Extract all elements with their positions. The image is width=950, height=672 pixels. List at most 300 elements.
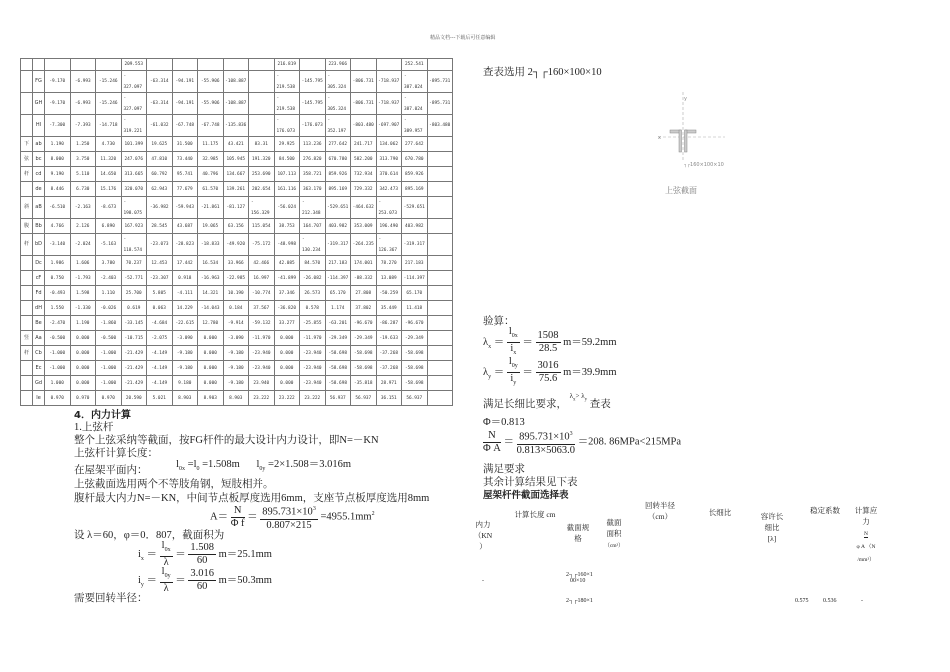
table-row: [21, 219, 453, 234]
table-cell: 0.000: [274, 361, 300, 376]
other-results-note: 其余计算结果见下表: [483, 477, 578, 488]
table-cell: -58.698: [325, 346, 351, 361]
table-cell: 56.937: [351, 391, 377, 406]
area-result: =4955.1mm: [320, 511, 372, 523]
table-cell: -75.172: [249, 234, 275, 256]
table-cell: -2.024: [70, 234, 96, 256]
member-code: Be: [33, 316, 45, 331]
member-group: [21, 286, 33, 301]
table-cell: 729.332: [351, 182, 377, 197]
table-cell: -895.731: [427, 71, 453, 93]
table-cell: -0.493: [45, 286, 71, 301]
table-cell: 1.606: [70, 256, 96, 271]
table-cell: [351, 59, 377, 71]
table-cell: 11.418: [402, 301, 428, 316]
table-cell: 14.229: [172, 301, 198, 316]
member-group: [21, 256, 33, 271]
table-cell: -10.774: [249, 286, 275, 301]
table-cell: [249, 93, 275, 115]
col-length: 计算长度 cm: [514, 510, 556, 519]
table-cell: 35.449: [376, 301, 402, 316]
table-cell: 14.321: [198, 286, 224, 301]
table-cell: [427, 256, 453, 271]
table-cell: 38.753: [274, 219, 300, 234]
table-cell: -18.833: [198, 234, 224, 256]
member-code: cd: [33, 167, 45, 182]
table-cell: -3.090: [223, 331, 249, 346]
table-cell: 25.700: [121, 286, 147, 301]
table-cell: 0.000: [70, 331, 96, 346]
table-cell: 62.943: [147, 182, 173, 197]
table-cell: -1.000: [45, 346, 71, 361]
table-cell: -803.480: [351, 115, 377, 137]
table-cell: -58.698: [351, 346, 377, 361]
table-cell: -37.268: [376, 346, 402, 361]
member-code: Aa: [33, 331, 45, 346]
table-cell: -145.795: [300, 71, 326, 93]
table-cell: -697.907: [376, 115, 402, 137]
col-force: 内力 （KN ）: [473, 520, 493, 551]
table-cell: 0.000: [198, 361, 224, 376]
table-cell: 84.500: [274, 152, 300, 167]
col-stress: 计算应 力 N φ A （N /mm²）: [854, 506, 878, 563]
table-cell: -28.823: [172, 234, 198, 256]
table-row: [21, 301, 453, 316]
member-code: GH: [33, 93, 45, 115]
table-cell: -6.993: [70, 93, 96, 115]
table-row: [21, 256, 453, 271]
member-group: [21, 59, 33, 71]
table-cell: [427, 286, 453, 301]
ix-result: m＝25.1mm: [218, 548, 272, 560]
table-cell: [427, 182, 453, 197]
section-title: 4．内力计算: [74, 410, 131, 421]
ix-formula: $i_x$ ＝ $\frac{l_{0x}}{\lambda}$ ＝ $\frac{1.508}{60}$ m＝25.1mm: [138, 540, 272, 569]
table-cell: -26.082: [300, 271, 326, 286]
col-area: 截面 面积 （cm²）: [604, 518, 624, 549]
table-cell: 43.421: [223, 137, 249, 152]
table-cell: 95.741: [172, 167, 198, 182]
table-cell: -33.145: [121, 316, 147, 331]
table-cell: [427, 197, 453, 219]
table-cell: 8.903: [198, 391, 224, 406]
table-cell: [45, 59, 71, 71]
paragraph-design-basis: 整个上弦采纳等截面，按FG杆件的最大设计内力设计，即N=－KN: [74, 435, 379, 446]
member-group: [21, 376, 33, 391]
table-row: [21, 271, 453, 286]
table-cell: 670.780: [325, 152, 351, 167]
table-cell: 13.089: [376, 271, 402, 286]
member-code: [33, 59, 45, 71]
row1-dash: -: [482, 578, 484, 584]
row2-section: 2┐┌180×1: [566, 598, 593, 604]
lambda-y-result: m＝39.9mm: [563, 367, 617, 378]
table-cell: 1.986: [45, 256, 71, 271]
table-cell: 223.966: [325, 59, 351, 71]
table-cell: 9.180: [172, 376, 198, 391]
table-cell: 1.598: [70, 286, 96, 301]
table-cell: -94.191: [172, 93, 198, 115]
row2-dash: -: [861, 598, 863, 604]
section-figure: [650, 92, 740, 182]
table-row: [21, 197, 453, 219]
table-cell: 217.183: [325, 256, 351, 271]
page-header: 精品文档---下载后可任意编辑: [430, 35, 496, 41]
paragraph-section-choice: 上弦截面选用两个不等肢角钢，短肢相并。: [74, 479, 274, 490]
col-stability: 稳定系数: [810, 506, 840, 515]
row1-section: 2┐┌160×1 00×10: [566, 572, 593, 584]
table-cell: - 126.367: [376, 234, 402, 256]
table-cell: 670.780: [402, 152, 428, 167]
l0x-value: =1.508m: [202, 459, 240, 470]
table-cell: 353.009: [351, 219, 377, 234]
table-cell: [427, 271, 453, 286]
member-group: [21, 182, 33, 197]
table-cell: -23.307: [147, 271, 173, 286]
member-code: aB: [33, 197, 45, 219]
table-cell: 247.076: [121, 152, 147, 167]
table-cell: -55.906: [198, 71, 224, 93]
table-cell: -96.670: [351, 316, 377, 331]
table-cell: -23.940: [249, 346, 275, 361]
table-cell: 23.222: [300, 391, 326, 406]
table-cell: 28.971: [376, 376, 402, 391]
table-cell: 105.945: [223, 152, 249, 167]
table-cell: 8.446: [45, 182, 71, 197]
check-title: 验算：: [483, 316, 515, 327]
table-cell: 8.000: [45, 152, 71, 167]
table-cell: -718.937: [376, 93, 402, 115]
table-cell: 5.805: [147, 286, 173, 301]
table-row: [21, 115, 453, 137]
table-cell: 33.277: [274, 316, 300, 331]
table-cell: 0.619: [121, 301, 147, 316]
table-cell: -67.748: [172, 115, 198, 137]
member-code: de: [33, 182, 45, 197]
table-row: [21, 137, 453, 152]
table-cell: - 319.221: [121, 115, 147, 137]
table-cell: -718.937: [376, 71, 402, 93]
table-cell: 0.000: [274, 376, 300, 391]
table-cell: 2.126: [70, 219, 96, 234]
table-cell: -895.731: [427, 93, 453, 115]
table-cell: -1.000: [45, 361, 71, 376]
section-selection-text: 查表选用 2┐┌160×100×10: [483, 67, 602, 78]
table-cell: -49.920: [223, 234, 249, 256]
table-cell: -10.715: [121, 331, 147, 346]
table-cell: -41.899: [274, 271, 300, 286]
table-cell: 73.440: [172, 152, 198, 167]
table-row: [21, 286, 453, 301]
area-formula: A＝ $\frac{N}{\text{Φ f}}$ ＝ $\frac{895.731\times 10^3}{0.807\times 215}$ $=4955.1mm^2$: [210, 504, 375, 531]
table-cell: 174.001: [351, 256, 377, 271]
table-cell: - 389.957: [402, 115, 428, 137]
table-cell: - 130.234: [300, 234, 326, 256]
table-row: [21, 93, 453, 115]
table-cell: -1.000: [96, 346, 122, 361]
table-cell: 161.116: [274, 182, 300, 197]
table-cell: -0.500: [96, 331, 122, 346]
member-code: Dc: [33, 256, 45, 271]
table-cell: 12.453: [147, 256, 173, 271]
member-group: 腹: [21, 219, 33, 234]
table-cell: 40.796: [198, 167, 224, 182]
table-cell: -2.403: [96, 271, 122, 286]
table-cell: 37.802: [351, 301, 377, 316]
table-cell: 3.750: [70, 152, 96, 167]
in-plane-label: 在屋架平面内：: [74, 465, 148, 476]
table-cell: [427, 391, 453, 406]
table-cell: -25.855: [300, 316, 326, 331]
table-cell: - 219.538: [274, 71, 300, 93]
table-cell: -29.349: [325, 331, 351, 346]
table-cell: 134.667: [223, 167, 249, 182]
table-cell: 63.156: [223, 219, 249, 234]
table-cell: 6.890: [96, 219, 122, 234]
table-cell: 65.170: [402, 286, 428, 301]
table-cell: - 305.324: [325, 71, 351, 93]
table-cell: -2.470: [45, 316, 71, 331]
table-cell: -58.698: [402, 346, 428, 361]
lambda-y-formula: $\lambda_y$ ＝ $\frac{l_{0y}}{i_y}$ ＝ $\frac{3016}{75.6}$ m＝39.9mm: [483, 356, 617, 387]
table-cell: 313.665: [121, 167, 147, 182]
member-group: 竖: [21, 331, 33, 346]
table-cell: 370.614: [376, 167, 402, 182]
table-cell: 65.170: [325, 286, 351, 301]
table-cell: 61.570: [198, 182, 224, 197]
table-cell: -9.180: [172, 346, 198, 361]
table-cell: -1.000: [96, 376, 122, 391]
table-cell: 12.780: [198, 316, 224, 331]
table-cell: -7.393: [70, 115, 96, 137]
table-cell: 1.190: [45, 137, 71, 152]
table-cell: 732.934: [351, 167, 377, 182]
table-cell: [427, 59, 453, 71]
lambda-x-formula: $\lambda_x$ ＝ $\frac{l_{0x}}{i_x}$ ＝ $\frac{1508}{28.5}$ m＝59.2mm: [483, 326, 617, 357]
table-cell: 115.054: [249, 219, 275, 234]
table-cell: 277.642: [325, 137, 351, 152]
table-cell: 20.590: [121, 391, 147, 406]
table-cell: -135.836: [223, 115, 249, 137]
table-cell: 0.184: [223, 301, 249, 316]
table-cell: 17.442: [172, 256, 198, 271]
table-cell: 0.000: [274, 331, 300, 346]
table-cell: -36.982: [147, 197, 173, 219]
required-radius-text: 需要回转半径：: [74, 593, 148, 604]
member-group: 杆: [21, 346, 33, 361]
table-cell: 0.578: [300, 301, 326, 316]
table-cell: - 118.574: [121, 234, 147, 256]
table-row: [21, 167, 453, 182]
table-cell: [249, 115, 275, 137]
member-code: Ie: [33, 391, 45, 406]
table-cell: [376, 59, 402, 71]
table-cell: -319.317: [402, 234, 428, 256]
col-section: 截面规 格: [566, 523, 590, 543]
table-cell: 42.466: [249, 256, 275, 271]
table-cell: -14.043: [198, 301, 224, 316]
table-cell: 196.490: [376, 219, 402, 234]
table-cell: [249, 71, 275, 93]
table-cell: [198, 59, 224, 71]
table-cell: 36.151: [376, 391, 402, 406]
table-cell: 313.790: [376, 152, 402, 167]
table-cell: 16.534: [198, 256, 224, 271]
table-cell: -15.246: [96, 93, 122, 115]
table-cell: 582.200: [351, 152, 377, 167]
table-cell: 10.190: [223, 286, 249, 301]
table-cell: -464.632: [351, 197, 377, 219]
table-cell: 29.925: [274, 137, 300, 152]
table-cell: -9.180: [223, 376, 249, 391]
table-cell: -14.718: [96, 115, 122, 137]
section-caption: 上弦截面: [665, 186, 697, 195]
table-cell: -114.397: [402, 271, 428, 286]
table-cell: 216.819: [274, 59, 300, 71]
table-cell: -114.397: [325, 271, 351, 286]
double-angle-section-diagram: [650, 92, 740, 182]
table-cell: -88.332: [351, 271, 377, 286]
table-cell: 11.320: [96, 152, 122, 167]
table-cell: 859.926: [402, 167, 428, 182]
member-group: 斜: [21, 197, 33, 219]
table-cell: -4.111: [172, 286, 198, 301]
member-group: [21, 391, 33, 406]
table-cell: [172, 59, 198, 71]
table-cell: -0.500: [45, 331, 71, 346]
table-cell: -2.163: [70, 197, 96, 219]
table-cell: - 305.324: [325, 93, 351, 115]
member-group: 杆: [21, 167, 33, 182]
table-cell: 8.903: [223, 391, 249, 406]
table-cell: 83.31: [249, 137, 275, 152]
iy-result: m＝50.3mm: [218, 574, 272, 586]
col-slenderness: 长细比: [708, 508, 732, 517]
in-plane-lengths: 在屋架平面内： $l_{0x} =l_0 =1.508m$ $l_{0y} =2\times 1.508=3.016m$: [74, 459, 352, 476]
row2-stability-b: 0.536: [823, 598, 837, 604]
iy-formula: $i_y$ ＝ $\frac{l_{0y}}{\lambda}$ ＝ $\frac{3.016}{60}$ m＝50.3mm: [138, 566, 272, 595]
table-cell: -81.127: [223, 197, 249, 219]
table-cell: -22.985: [223, 271, 249, 286]
table-row: [21, 361, 453, 376]
table-row: [21, 234, 453, 256]
table-cell: 4.730: [96, 137, 122, 152]
table-cell: [427, 219, 453, 234]
table-cell: -67.748: [198, 115, 224, 137]
table-cell: 5.110: [70, 167, 96, 182]
table-cell: -5.163: [96, 234, 122, 256]
table-cell: -29.349: [351, 331, 377, 346]
table-row: [21, 331, 453, 346]
axis-x-label: x: [658, 135, 661, 141]
table-cell: 241.717: [351, 137, 377, 152]
table-cell: 0.000: [274, 346, 300, 361]
table-cell: 0.000: [198, 346, 224, 361]
table-cell: -58.698: [325, 376, 351, 391]
member-group: [21, 93, 33, 115]
table-cell: [427, 361, 453, 376]
table-cell: 33.966: [223, 256, 249, 271]
table-cell: - 253.073: [376, 197, 402, 219]
table-cell: 0.970: [70, 391, 96, 406]
table-cell: 320.070: [121, 182, 147, 197]
table-cell: -61.032: [147, 115, 173, 137]
table-cell: 277.642: [402, 137, 428, 152]
table-cell: 84.570: [300, 256, 326, 271]
table-cell: -4.149: [147, 346, 173, 361]
table-cell: 139.261: [223, 182, 249, 197]
section-spec-label: ┐┌160×100×10: [684, 162, 724, 168]
assumption-text: 设 λ＝60，φ＝0．807，截面积为: [74, 530, 225, 541]
table-cell: -59.132: [249, 316, 275, 331]
table-cell: 0.000: [70, 346, 96, 361]
table-cell: 1.000: [45, 376, 71, 391]
member-group: [21, 71, 33, 93]
table-cell: 895.169: [325, 182, 351, 197]
table-cell: [427, 331, 453, 346]
table-cell: 252.541: [402, 59, 428, 71]
table-cell: 11.175: [198, 137, 224, 152]
l0x-symbol: l: [176, 459, 180, 470]
table-cell: -9.170: [45, 93, 71, 115]
subsection-title: 1.上弦杆: [74, 422, 114, 433]
table-cell: 113.236: [300, 137, 326, 152]
table-cell: -23.940: [249, 361, 275, 376]
l0y-value: =2×1.508＝3.016m: [268, 459, 352, 470]
table-cell: 253.690: [249, 167, 275, 182]
table-row: [21, 59, 453, 71]
lambda-x-result: m＝59.2mm: [563, 337, 617, 348]
table-cell: [427, 316, 453, 331]
table-cell: -21.429: [121, 346, 147, 361]
table-cell: 56.937: [402, 391, 428, 406]
internal-force-table: [20, 58, 453, 406]
col-radius: 回转半径 （cm）: [645, 501, 675, 521]
table-cell: -55.906: [198, 93, 224, 115]
table-cell: -37.268: [376, 361, 402, 376]
table-cell: 14.650: [96, 167, 122, 182]
table-cell: -9.180: [223, 346, 249, 361]
table-cell: -4.149: [147, 361, 173, 376]
table-cell: 26.573: [300, 286, 326, 301]
table-row: [21, 316, 453, 331]
table-cell: -63.314: [147, 93, 173, 115]
table-cell: - 387.024: [402, 71, 428, 93]
table-cell: 78.270: [376, 256, 402, 271]
table-cell: [427, 152, 453, 167]
axis-y-label: y: [684, 96, 687, 102]
table-cell: 342.473: [376, 182, 402, 197]
table-cell: -11.970: [249, 331, 275, 346]
table-cell: 8.903: [172, 391, 198, 406]
slenderness-check: 满足长细比要求， $^{\lambda_x> \lambda_y}$ 查表: [483, 392, 611, 410]
table-cell: -9.180: [223, 361, 249, 376]
table-cell: -22.615: [172, 316, 198, 331]
requirement-met: 满足要求: [483, 464, 525, 475]
table-cell: 358.721: [300, 167, 326, 182]
table-cell: - 387.024: [402, 93, 428, 115]
table-cell: -6.510: [45, 197, 71, 219]
member-group: 下: [21, 137, 33, 152]
table-cell: -19.633: [376, 331, 402, 346]
phi-value: Φ＝0.813: [483, 417, 525, 428]
table-cell: -29.349: [402, 331, 428, 346]
table-cell: 134.062: [376, 137, 402, 152]
table-cell: -8.673: [96, 197, 122, 219]
table-cell: - 212.348: [300, 197, 326, 219]
table-cell: [223, 59, 249, 71]
member-code: ab: [33, 137, 45, 152]
